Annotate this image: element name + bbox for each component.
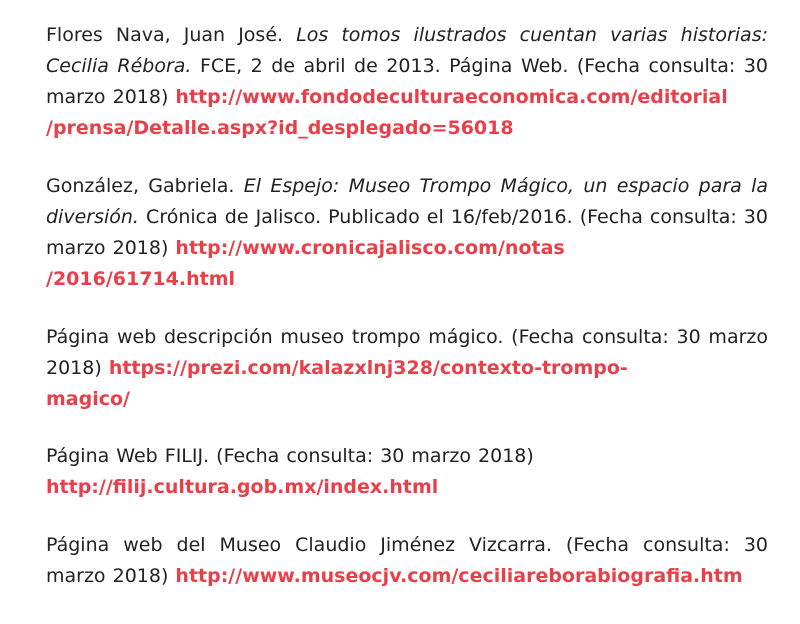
- reference-entry: [46, 441, 768, 503]
- reference-link-part: /2016/61714.html: [46, 268, 235, 290]
- reference-link-part: http://www.cronicajalisco.com/notas: [175, 237, 565, 259]
- reference-details: Crónica de Jalisco. Publicado el 16/feb/2016. (Fecha consulta: 30 marzo 2018): [46, 206, 768, 259]
- reference-title: Los tomos ilustrados cuentan varias historias: Cecilia Rébora.: [46, 24, 769, 77]
- reference-details: Página Web FILIJ. (Fecha consulta: 30 marzo 2018): [46, 445, 534, 467]
- reference-link-part: https://prezi.com/kalazxlnj328/contexto-trompo-: [108, 357, 628, 379]
- reference-entry: [46, 20, 768, 144]
- reference-link-part: http://www.fondodeculturaeconomica.com/editorial: [175, 86, 728, 108]
- reference-link[interactable]: http://filij.cultura.gob.mx/index.html: [46, 476, 439, 498]
- reference-entry: [46, 322, 768, 415]
- reference-details: Página web descripción museo trompo mágico. (Fecha consulta: 30 marzo 2018): [46, 326, 768, 379]
- reference-link[interactable]: [46, 357, 628, 410]
- reference-link[interactable]: http://www.museocjv.com/ceciliareborabiografia.htm: [175, 565, 743, 587]
- reference-entry: [46, 530, 768, 592]
- reference-title: El Espejo: Museo Trompo Mágico, un espacio para la diversión.: [46, 175, 768, 228]
- reference-author: Flores Nava, Juan José.: [46, 24, 284, 46]
- reference-link-part: /prensa/Detalle.aspx?id_desplegado=56018: [46, 117, 514, 139]
- reference-entry: [46, 171, 768, 295]
- reference-details: FCE, 2 de abril de 2013. Página Web. (Fecha consulta: 30 marzo 2018): [46, 55, 768, 108]
- reference-details: Página web del Museo Claudio Jiménez Vizcarra. (Fecha consulta: 30 marzo 2018): [46, 534, 768, 587]
- reference-link-part: magico/: [46, 388, 130, 410]
- reference-author: González, Gabriela.: [46, 175, 235, 197]
